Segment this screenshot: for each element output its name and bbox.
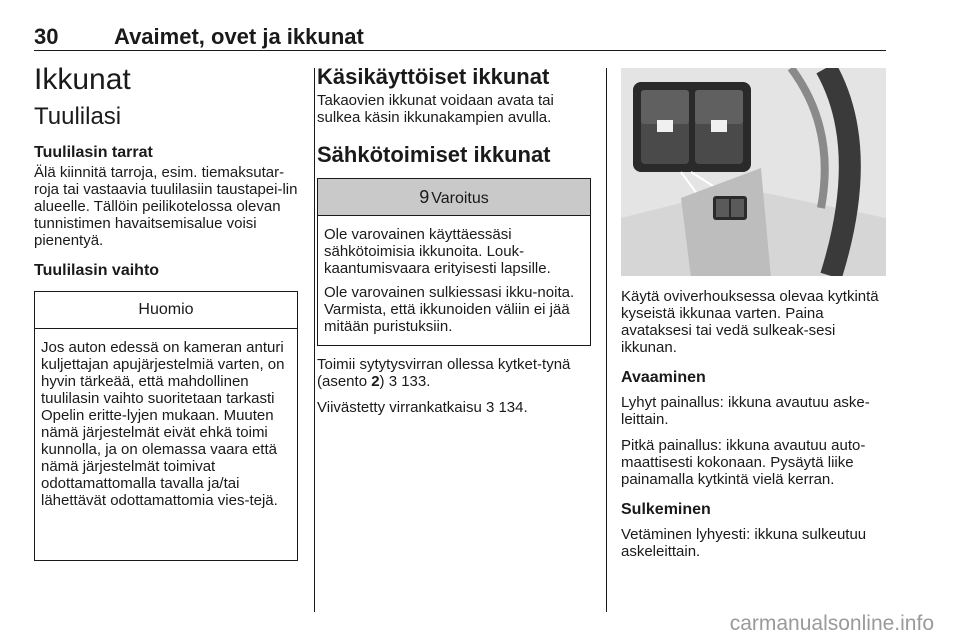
paragraph: Käytä oviverhouksessa olevaa kytkintä kyseistä ikkunaa varten. Paina avataksesi tai vedä sulkeak-sesi ikkunan. — [621, 288, 879, 356]
warning-text: Ole varovainen sulkiessasi ikku-noita. Varmista, että ikkunoiden väliin ei jää mitään puristuksiin. — [324, 284, 575, 335]
page-title: Avaimet, ovet ja ikkunat — [114, 24, 364, 49]
column-divider — [314, 68, 315, 612]
text-part: Toimii sytytysvirran ollessa kytket-tynä (asento — [317, 356, 571, 390]
text-bold: 2 — [371, 373, 380, 390]
warning-text: Ole varovainen käyttäessäsi sähkötoimisia ikkunoita. Louk-kaantumisvaara erityisesti lapsille. — [324, 226, 551, 277]
text-part: ) 3 133. — [379, 373, 431, 390]
warning-box — [317, 178, 591, 346]
paragraph — [317, 356, 593, 390]
notice-title: Huomio — [35, 292, 297, 329]
section-heading: Tuulilasi — [34, 103, 122, 130]
paragraph: Lyhyt painallus: ikkuna avautuu aske-leittain. — [621, 394, 870, 428]
section-heading: Sähkötoimiset ikkunat — [317, 142, 551, 167]
page-header — [34, 24, 886, 51]
column-3 — [621, 288, 886, 569]
subsection-heading: Avaaminen — [621, 369, 706, 386]
paragraph: Takaovien ikkunat voidaan avata tai sulkea käsin ikkunakampien avulla. — [317, 92, 554, 126]
paragraph: Älä kiinnitä tarroja, esim. tiemaksutar-roja tai vastaavia tuulilasiin taustapei-lin alueelle. Tällöin peilikotelossa olevan tunnistimen havaitsemisalue voisi pienentyä. — [34, 164, 298, 249]
subsection-heading: Tuulilasin tarrat — [34, 144, 153, 161]
warning-icon: 9 — [419, 187, 430, 207]
window-switch-photo — [621, 68, 886, 276]
section-heading: Käsikäyttöiset ikkunat — [317, 64, 550, 89]
subsection-heading: Tuulilasin vaihto — [34, 262, 160, 279]
paragraph: Pitkä painallus: ikkuna avautuu auto-maattisesti kokonaan. Pysäytä liike painamalla kytkintä vielä kerran. — [621, 437, 866, 488]
paragraph: Vetäminen lyhyesti: ikkuna sulkeutuu askeleittain. — [621, 526, 867, 560]
subsection-heading: Sulkeminen — [621, 501, 711, 518]
column-2 — [317, 62, 593, 425]
chapter-heading: Ikkunat — [34, 63, 131, 96]
page-number: 30 — [34, 24, 59, 49]
column-1 — [34, 62, 300, 561]
notice-box — [34, 291, 298, 561]
warning-header — [318, 179, 590, 216]
notice-text: Jos auton edessä on kameran anturi kuljettajan apujärjestelmiä varten, on hyvin tärkeää, että mahdollinen tuulilasin vaihto suoritetaan tarkasti Opelin eritte-lyjen mukaan. Muuten nämä järjestelmät eivät ehkä toimi kunnolla, ja on olemassa vaara että nämä järjestelmät toimivat odottamattomalla tavalla ja/tai lähettävät odottamattomia vies-tejä. — [41, 339, 285, 509]
paragraph: Viivästetty virrankatkaisu 3 134. — [317, 399, 528, 416]
warning-title: Varoitus — [431, 190, 489, 207]
window-switch-illustration — [621, 68, 886, 276]
column-divider — [606, 68, 607, 612]
watermark: carmanualsonline.info — [729, 612, 934, 635]
